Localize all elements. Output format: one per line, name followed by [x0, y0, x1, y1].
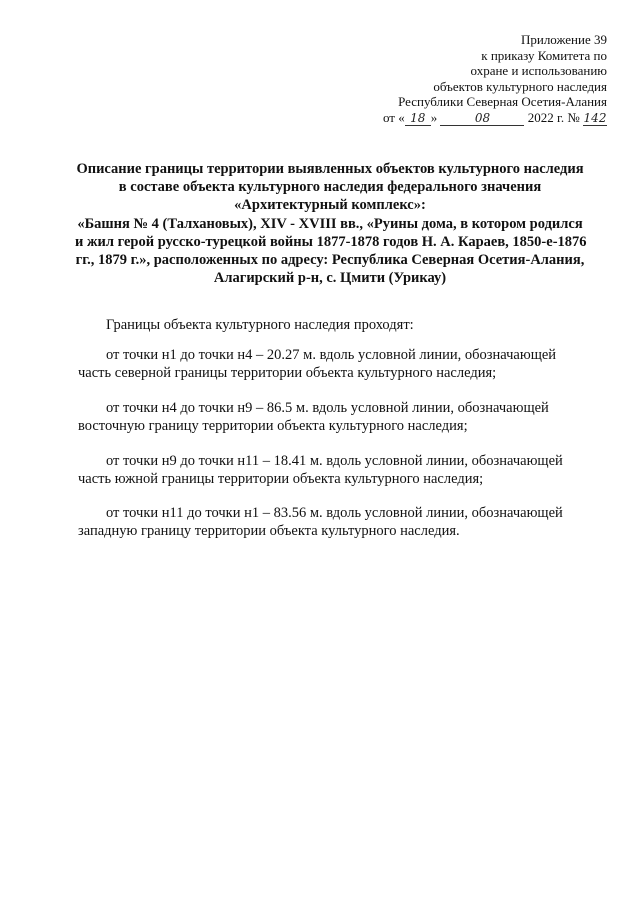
title-line: гг., 1879 г.», расположенных по адресу: Республика Северная Осетия-Алания,	[75, 252, 585, 269]
boundary-paragraph	[0, 453, 640, 488]
title-line: и жил герой русско-турецкой войны 1877-1878 годов Н. А. Караев, 1850-е-1876	[75, 233, 587, 250]
title-line: в составе объекта культурного наследия федерального значения	[118, 179, 542, 196]
paragraph-line: часть южной границы территории объекта культурного наследия;	[78, 470, 484, 487]
title-line: «Башня № 4 (Талхановых), XIV - XVIII вв., «Руины дома, в котором родился	[77, 215, 583, 232]
title-line: «Архитектурный комплекс»:	[234, 197, 426, 214]
date-year-number-label: 2022 г. №	[527, 109, 580, 125]
intro-text: Границы объекта культурного наследия проходят:	[106, 317, 414, 333]
paragraph-line: западную границу территории объекта культурного наследия.	[78, 522, 460, 539]
boundary-paragraph	[0, 347, 640, 382]
boundary-paragraph	[0, 400, 640, 435]
paragraph-line: часть северной границы территории объекта культурного наследия;	[78, 364, 497, 381]
appendix-line: к приказу Комитета по	[481, 47, 607, 63]
intro-paragraph	[0, 317, 640, 335]
title-line: Алагирский р-н, с. Цмити (Урикау)	[213, 270, 447, 287]
appendix-header	[383, 32, 607, 126]
handwritten-order-number: 142	[583, 110, 607, 125]
handwritten-day: 18	[410, 110, 426, 125]
handwritten-month: 08	[474, 110, 491, 125]
paragraph-line: от точки н11 до точки н1 – 83.56 м. вдоль условной линии, обозначающей	[106, 505, 563, 521]
title-line: Описание границы территории выявленных объектов культурного наследия	[76, 161, 584, 177]
appendix-line: Республики Северная Осетия-Алания	[398, 94, 607, 109]
paragraph-line: от точки н1 до точки н4 – 20.27 м. вдоль условной линии, обозначающей	[106, 347, 557, 363]
date-day-suffix: »	[430, 109, 438, 125]
order-date-line	[383, 110, 607, 126]
boundary-paragraph	[0, 505, 640, 540]
paragraph-line: от точки н9 до точки н11 – 18.41 м. вдоль условной линии, обозначающей	[106, 453, 563, 469]
appendix-line: Приложение 39	[520, 32, 607, 47]
paragraph-line: восточную границу территории объекта культурного наследия;	[78, 417, 468, 434]
document-title	[75, 160, 585, 287]
appendix-line: объектов культурного наследия	[433, 78, 607, 94]
date-prefix: от «	[382, 109, 405, 125]
appendix-line: охране и использованию	[470, 63, 607, 78]
paragraph-line: от точки н4 до точки н9 – 86.5 м. вдоль условной линии, обозначающей	[106, 400, 549, 416]
